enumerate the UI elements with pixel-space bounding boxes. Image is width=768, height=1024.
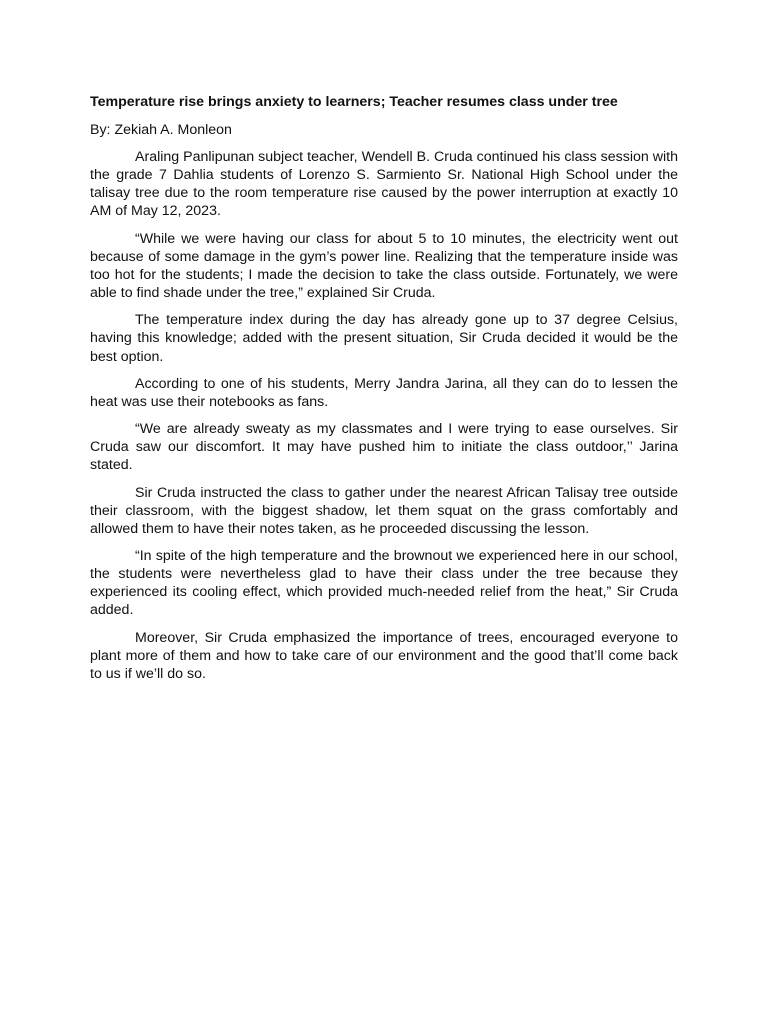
article	[90, 93, 678, 692]
article-paragraph: Sir Cruda instructed the class to gather under the nearest African Talisay tree outside their classroom, with the biggest shadow, let them squat on the grass comfortably and allowed them to have their notes taken, as he proceeded discussing the lesson.	[90, 484, 678, 537]
article-byline: By: Zekiah A. Monleon	[90, 122, 232, 139]
article-paragraph: “While we were having our class for about 5 to 10 minutes, the electricity went out because of some damage in the gym’s power line. Realizing that the temperature inside was too hot for the students; I made the decision to take the class outside. Fortunately, we were able to find shade under the tree,” explained Sir Cruda.	[90, 230, 678, 302]
article-paragraph: “We are already sweaty as my classmates and I were trying to ease ourselves. Sir Cruda saw our discomfort. It may have pushed him to initiate the class outdoor,’’ Jarina stated.	[90, 421, 678, 474]
article-paragraph: The temperature index during the day has already gone up to 37 degree Celsius, having this knowledge; added with the present situation, Sir Cruda decided it would be the best option.	[90, 312, 678, 365]
article-headline: Temperature rise brings anxiety to learners; Teacher resumes class under tree	[90, 94, 618, 110]
article-paragraph: Moreover, Sir Cruda emphasized the importance of trees, encouraged everyone to plant more of them and how to take care of our environment and the good that’ll come back to us if we’ll do so.	[90, 629, 678, 682]
article-paragraph: Araling Panlipunan subject teacher, Wendell B. Cruda continued his class session with the grade 7 Dahlia students of Lorenzo S. Sarmiento Sr. National High School under the talisay tree due to the room temperature rise caused by the power interruption at exactly 10 AM of May 12, 2023.	[90, 149, 678, 220]
article-paragraph: “In spite of the high temperature and the brownout we experienced here in our school, the students were nevertheless glad to have their class under the tree because they experienced its cooling effect, which provided much-needed relief from the heat,” Sir Cruda added.	[90, 548, 678, 619]
article-paragraph: According to one of his students, Merry Jandra Jarina, all they can do to lessen the heat was use their notebooks as fans.	[90, 375, 678, 410]
